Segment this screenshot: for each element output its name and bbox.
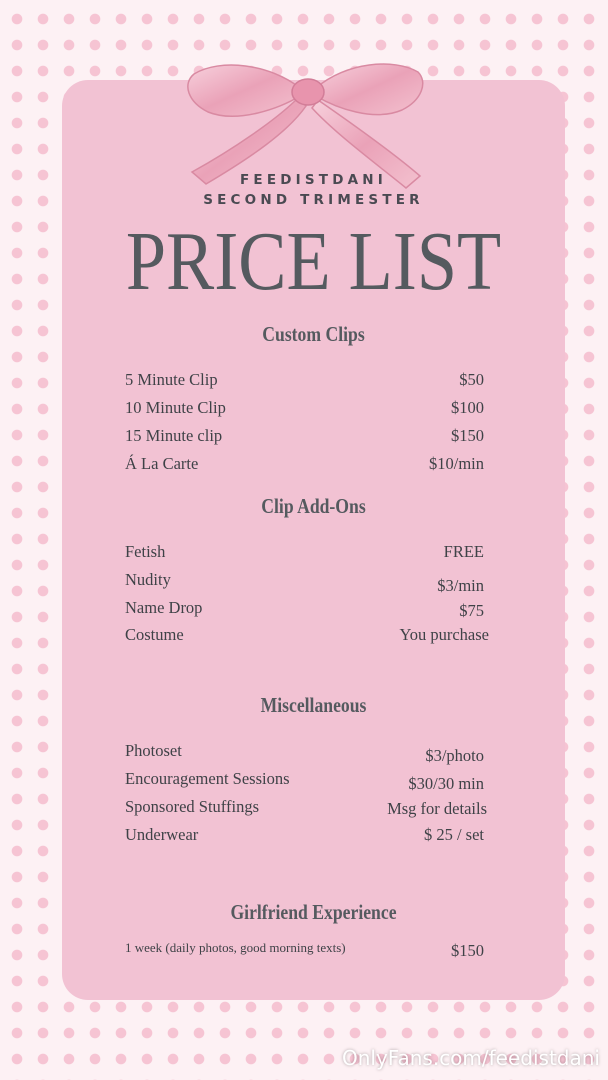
- item-label: Nudity: [125, 570, 171, 589]
- item-price: $3/min: [437, 576, 484, 595]
- brand-subtitle: SECOND TRIMESTER: [203, 192, 424, 208]
- item-price: $30/30 min: [408, 774, 484, 793]
- item-price: $75: [459, 601, 484, 620]
- item-price: $50: [459, 370, 484, 389]
- section-title-custom-clips: Custom Clips: [262, 322, 365, 346]
- item-label: Underwear: [125, 825, 199, 844]
- item-label: Fetish: [125, 542, 166, 561]
- watermark: OnlyFans.com/feedistdani: [342, 1046, 600, 1070]
- item-price: $150: [451, 941, 484, 960]
- item-label: 15 Minute clip: [125, 426, 223, 445]
- item-label: Name Drop: [125, 598, 203, 617]
- item-label: 10 Minute Clip: [125, 398, 226, 417]
- item-price: You purchase: [399, 625, 489, 644]
- item-label: Costume: [125, 625, 184, 644]
- brand-name: FEEDISTDANI: [239, 172, 387, 188]
- page-title: PRICE LIST: [125, 215, 502, 308]
- item-label: Encouragement Sessions: [125, 769, 290, 788]
- item-price: $150: [451, 426, 484, 445]
- item-price: FREE: [443, 542, 484, 561]
- section-title-clip-add-ons: Clip Add-Ons: [261, 494, 366, 518]
- item-price: $10/min: [428, 454, 484, 473]
- item-label: 1 week (daily photos, good morning texts): [125, 940, 346, 955]
- item-price: $ 25 / set: [423, 825, 484, 844]
- item-price: $3/photo: [425, 746, 484, 765]
- section-title-girlfriend-experience: Girlfriend Experience: [230, 900, 397, 924]
- item-price: $100: [451, 398, 484, 417]
- item-label: Sponsored Stuffings: [125, 797, 259, 816]
- item-label: Á La Carte: [125, 454, 199, 473]
- item-label: 5 Minute Clip: [125, 370, 218, 389]
- item-label: Photoset: [125, 741, 182, 760]
- section-title-miscellaneous: Miscellaneous: [260, 693, 367, 717]
- item-price: Msg for details: [387, 799, 487, 818]
